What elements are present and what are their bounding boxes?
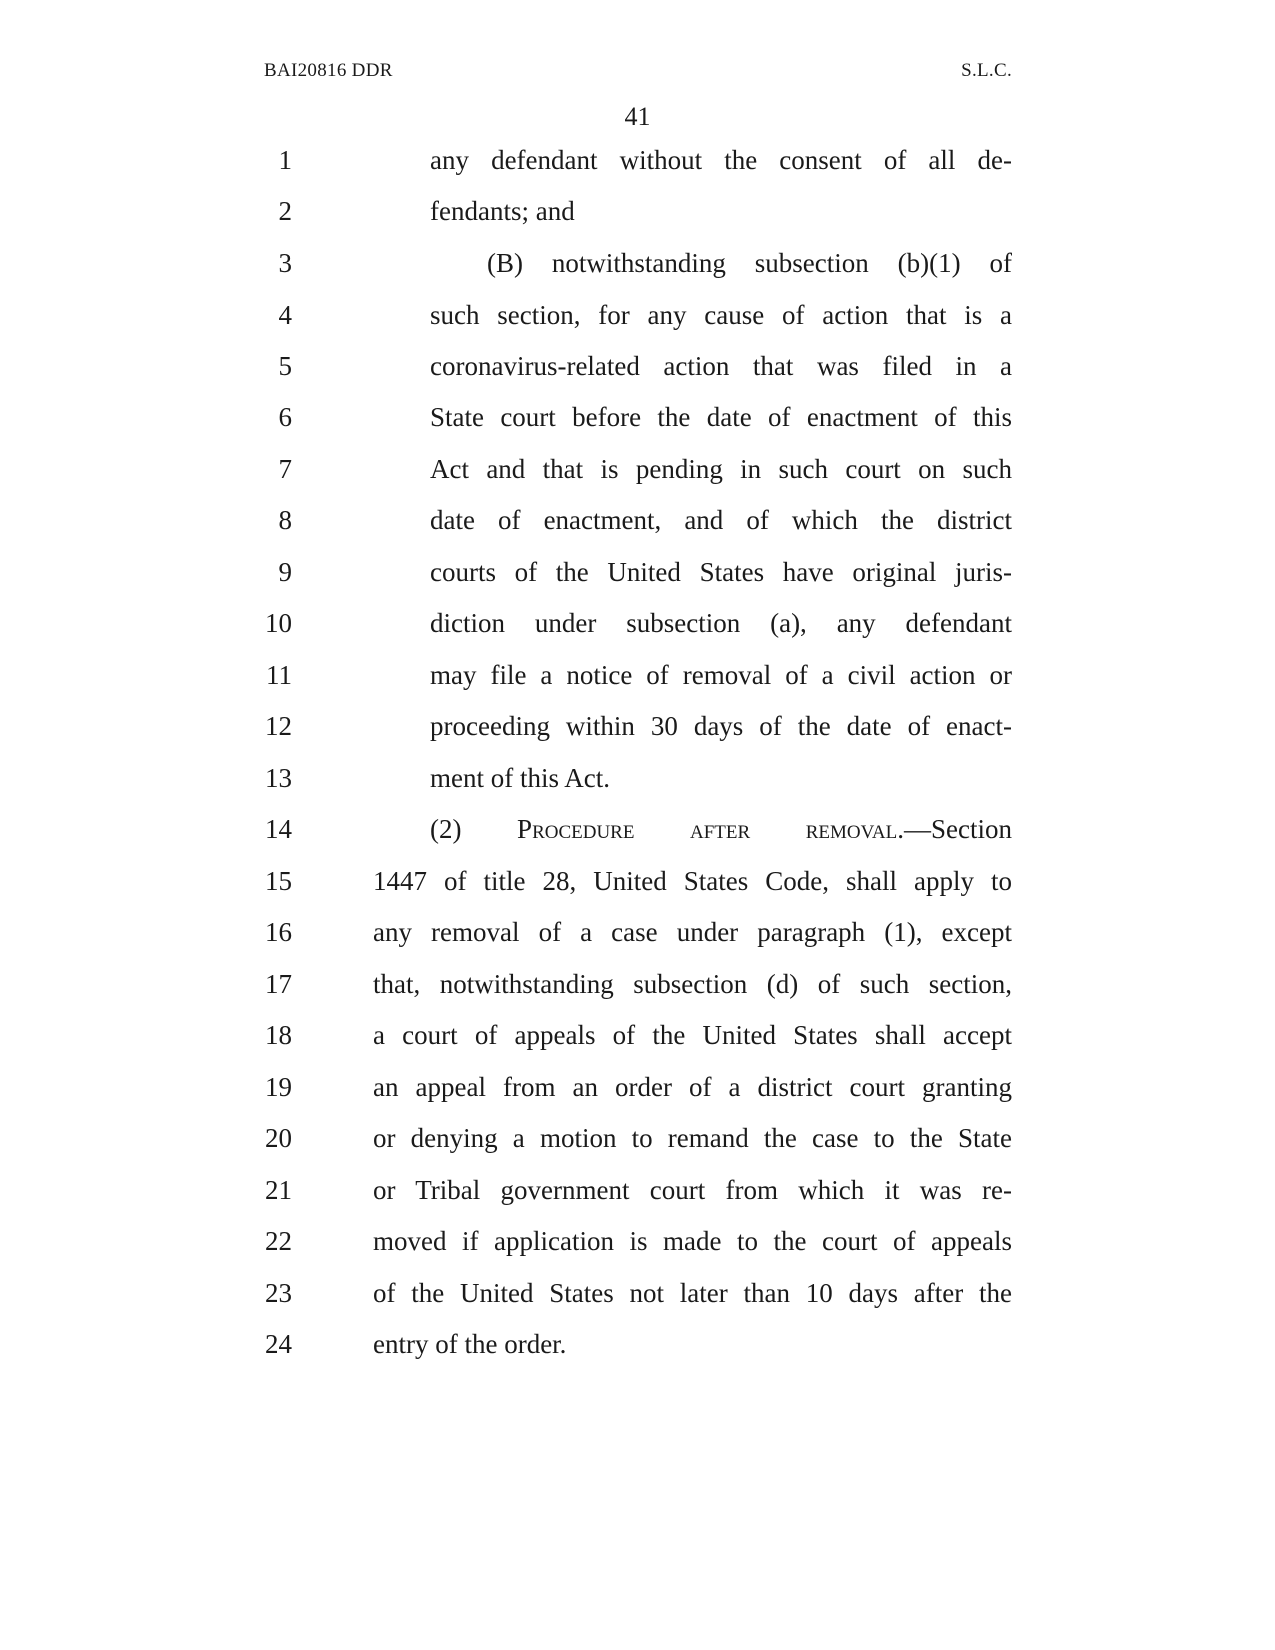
paragraph-number: (2) <box>430 814 518 844</box>
text-line <box>0 758 1275 798</box>
line-text <box>430 809 1012 849</box>
line-text: such section, for any cause of action that is a <box>430 300 1012 330</box>
line-text: any removal of a case under paragraph (1), except <box>373 917 1012 947</box>
line-text: ment of this Act. <box>430 763 610 793</box>
line-number: 12 <box>265 711 292 741</box>
text-line <box>0 140 1275 180</box>
line-text: State court before the date of enactment of this <box>430 402 1012 432</box>
paragraph-heading: Procedure after removal <box>517 814 898 844</box>
line-text: or denying a motion to remand the case to the State <box>373 1123 1012 1153</box>
text-line <box>0 346 1275 386</box>
line-text: fendants; and <box>430 196 575 226</box>
text-line <box>0 243 1275 283</box>
text-line <box>0 295 1275 335</box>
line-text: moved if application is made to the court of appeals <box>373 1226 1012 1256</box>
text-line <box>0 809 1275 849</box>
line-text: courts of the United States have original juris- <box>430 557 1012 587</box>
text-line <box>0 655 1275 695</box>
line-text: 1447 of title 28, United States Code, shall apply to <box>373 866 1012 896</box>
line-text: entry of the order. <box>373 1329 567 1359</box>
text-line <box>0 449 1275 489</box>
text-line <box>0 191 1275 231</box>
line-text: of the United States not later than 10 days after the <box>373 1278 1012 1308</box>
line-text: may file a notice of removal of a civil action or <box>430 660 1012 690</box>
text-line <box>0 1015 1275 1055</box>
line-number: 11 <box>266 660 292 690</box>
text-line <box>0 603 1275 643</box>
line-number: 6 <box>278 402 292 432</box>
text-line <box>0 397 1275 437</box>
line-number: 19 <box>265 1072 292 1102</box>
line-text: Act and that is pending in such court on such <box>430 454 1012 484</box>
line-number: 1 <box>278 145 292 175</box>
line-number: 4 <box>278 300 292 330</box>
text-line <box>0 861 1275 901</box>
text-line <box>0 912 1275 952</box>
line-text: or Tribal government court from which it was re- <box>373 1175 1012 1205</box>
line-text: coronavirus-related action that was filed in a <box>430 351 1012 381</box>
line-number: 24 <box>265 1329 292 1359</box>
line-number: 10 <box>265 608 292 638</box>
page-number: 41 <box>624 102 651 131</box>
line-number: 13 <box>265 763 292 793</box>
line-text: that, notwithstanding subsection (d) of such section, <box>373 969 1012 999</box>
line-number: 20 <box>265 1123 292 1153</box>
text-line <box>0 1221 1275 1261</box>
text-line <box>0 1118 1275 1158</box>
line-number: 21 <box>265 1175 292 1205</box>
text-line <box>0 706 1275 746</box>
heading-suffix: .—Section <box>897 814 1012 844</box>
line-number: 16 <box>265 917 292 947</box>
text-line <box>0 964 1275 1004</box>
text-line <box>0 1273 1275 1313</box>
text-line <box>0 1067 1275 1107</box>
document-id: BAI20816 DDR <box>264 60 393 81</box>
text-line <box>0 1170 1275 1210</box>
line-number: 9 <box>278 557 292 587</box>
line-text: (B) notwithstanding subsection (b)(1) of <box>487 248 1012 278</box>
line-number: 18 <box>265 1020 292 1050</box>
line-text: proceeding within 30 days of the date of enact- <box>430 711 1012 741</box>
line-number: 23 <box>265 1278 292 1308</box>
line-number: 3 <box>278 248 292 278</box>
text-line <box>0 500 1275 540</box>
line-number: 5 <box>278 351 292 381</box>
line-text: date of enactment, and of which the district <box>430 505 1012 535</box>
line-number: 14 <box>265 814 292 844</box>
line-text: any defendant without the consent of all de- <box>430 145 1012 175</box>
line-text: diction under subsection (a), any defendant <box>430 608 1012 638</box>
line-text: a court of appeals of the United States shall accept <box>373 1020 1012 1050</box>
line-number: 7 <box>278 454 292 484</box>
line-number: 2 <box>278 196 292 226</box>
text-line <box>0 1324 1275 1364</box>
line-number: 15 <box>265 866 292 896</box>
line-number: 22 <box>265 1226 292 1256</box>
document-code: S.L.C. <box>961 60 1012 81</box>
line-number: 8 <box>278 505 292 535</box>
text-line <box>0 552 1275 592</box>
line-number: 17 <box>265 969 292 999</box>
line-text: an appeal from an order of a district court granting <box>373 1072 1012 1102</box>
